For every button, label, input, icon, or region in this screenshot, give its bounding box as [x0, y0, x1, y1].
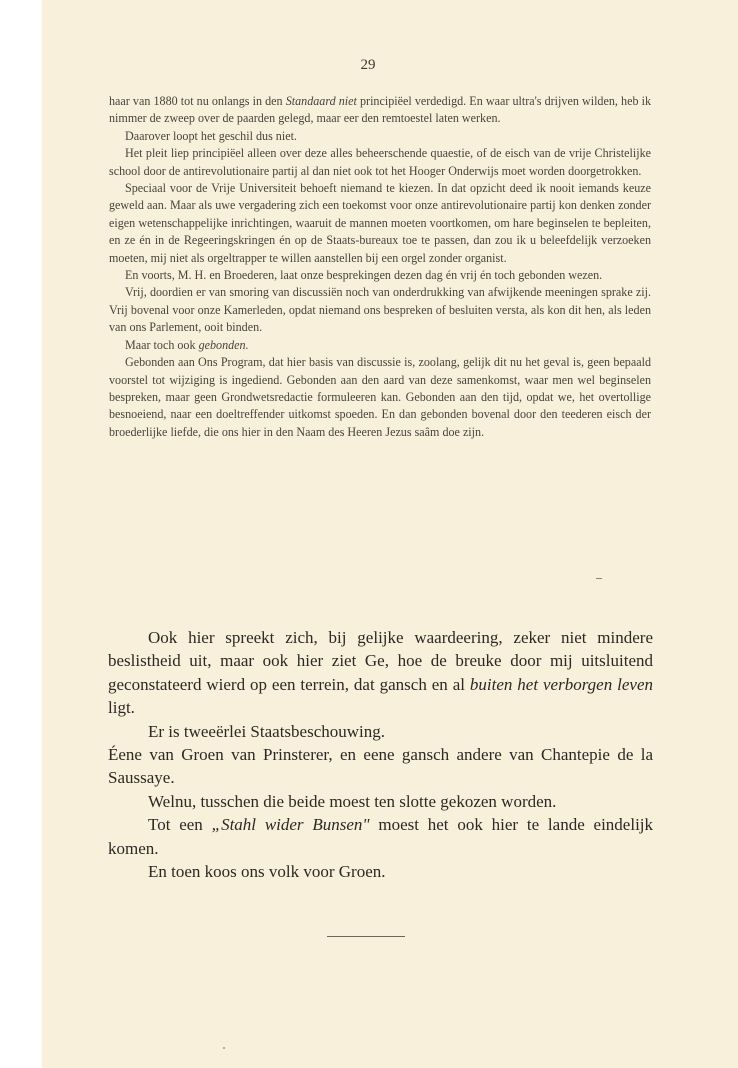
paragraph — [108, 813, 653, 860]
text-run: Tot een — [148, 815, 212, 835]
paragraph: En voorts, M. H. en Broederen, laat onze besprekingen dezen dag én vrij én toch gebonden wezen. — [125, 268, 603, 283]
page-number: 29 — [360, 57, 376, 73]
text-run: haar van 1880 tot nu onlangs in den — [109, 94, 286, 108]
text-run: Ook hier spreekt zich, bij gelijke waardeering, zeker niet mindere beslistheid uit, maar ook hier ziet Ge, hoe de breuke door mij uitsluitend geconstateerd wierd op een terrein, dat gansch en al — [108, 628, 653, 694]
paper-speck — [223, 1047, 225, 1049]
paragraph — [109, 93, 651, 128]
paragraph: Vrij, doordien er van smoring van discussiën noch van onderdrukking van afwijkende meeningen sprake zij. Vrij bovenal voor onze Kamerleden, opdat niemand ons bespreken of besluiten versta, als kon dit hen, als leden van ons Parlement, ooit binden. — [109, 285, 651, 335]
paragraph: Er is tweeërlei Staatsbeschouwing. — [148, 721, 385, 741]
paragraph: Welnu, tusschen die beide moest ten slotte gekozen worden. — [148, 791, 557, 811]
italic-text: Standaard niet — [285, 94, 357, 108]
text-run: ligt. — [108, 698, 135, 718]
margin-mark — [596, 578, 602, 579]
paragraph: Éene van Groen van Prinsterer, en eene gansch andere van Chantepie de la Saussaye. — [108, 745, 653, 788]
paragraph: Speciaal voor de Vrije Universiteit behoeft niemand te kiezen. In dat opzicht deed ik nooit iemands keuze geweld aan. Maar als uwe vergadering zich een toekomst voor onze antirevolutionaire partij kon denken zonder eigen wetenschappelijke inrichtingen, waaruit de mannen moeten voortkomen, om hare beginselen te bepleiten, en ze én in de Regeeringskringen én op de Staats-bureaux toe te passen, dan zou ik u beleefdelijk verzoeken moeten, mij niet als orgeltrapper te willen aanstellen bij een orgel zonder organist. — [109, 181, 651, 265]
small-print-block — [109, 93, 651, 441]
paragraph: Daarover loopt het geschil dus niet. — [125, 128, 297, 143]
paragraph: Gebonden aan Ons Program, dat hier basis van discussie is, zoolang, gelijk dit nu het geval is, geen bepaald voorstel tot wijziging is ingediend. Gebonden aan den aard van deze samenkomst, waar men wel beginselen bespreken, maar geen Grondwetsredactie formuleeren kan. Gebonden aan den tijd, opdat we, het overtollige besnoeiend, naar een doeltreffender uitkomst spoeden. En dan gebonden bovenal door den teederen eisch der broederlijke liefde, die ons hier in den Naam des Heeren Jezus saâm doe zijn. — [109, 355, 651, 439]
large-print-block — [108, 626, 653, 883]
text-run: moest het ook hier te lande eindelijk komen. — [108, 815, 654, 858]
paragraph: Het pleit liep principiëel alleen over deze alles beheerschende quaestie, of de eisch van de vrije Christelijke school door de antirevolutionaire partij al dan niet ook tot het Hooger Onderwijs moet worden doorgetrokken. — [109, 146, 651, 178]
paragraph — [108, 626, 653, 720]
italic-text: „Stahl wider Bunsen" — [211, 815, 370, 835]
text-run: principiëel verdedigd. En waar ultra's drijven wilden, heb ik nimmer de zweep over de paarden gelegd, maar eer den remtoestel laten werken. — [109, 94, 652, 126]
paragraph — [109, 337, 651, 354]
section-divider — [327, 936, 405, 937]
italic-text: gebonden. — [198, 337, 249, 352]
italic-text: buiten het verborgen leven — [469, 674, 653, 694]
text-run: Maar toch ook — [125, 337, 199, 352]
paragraph: En toen koos ons volk voor Groen. — [148, 862, 386, 882]
book-page — [42, 0, 738, 1068]
